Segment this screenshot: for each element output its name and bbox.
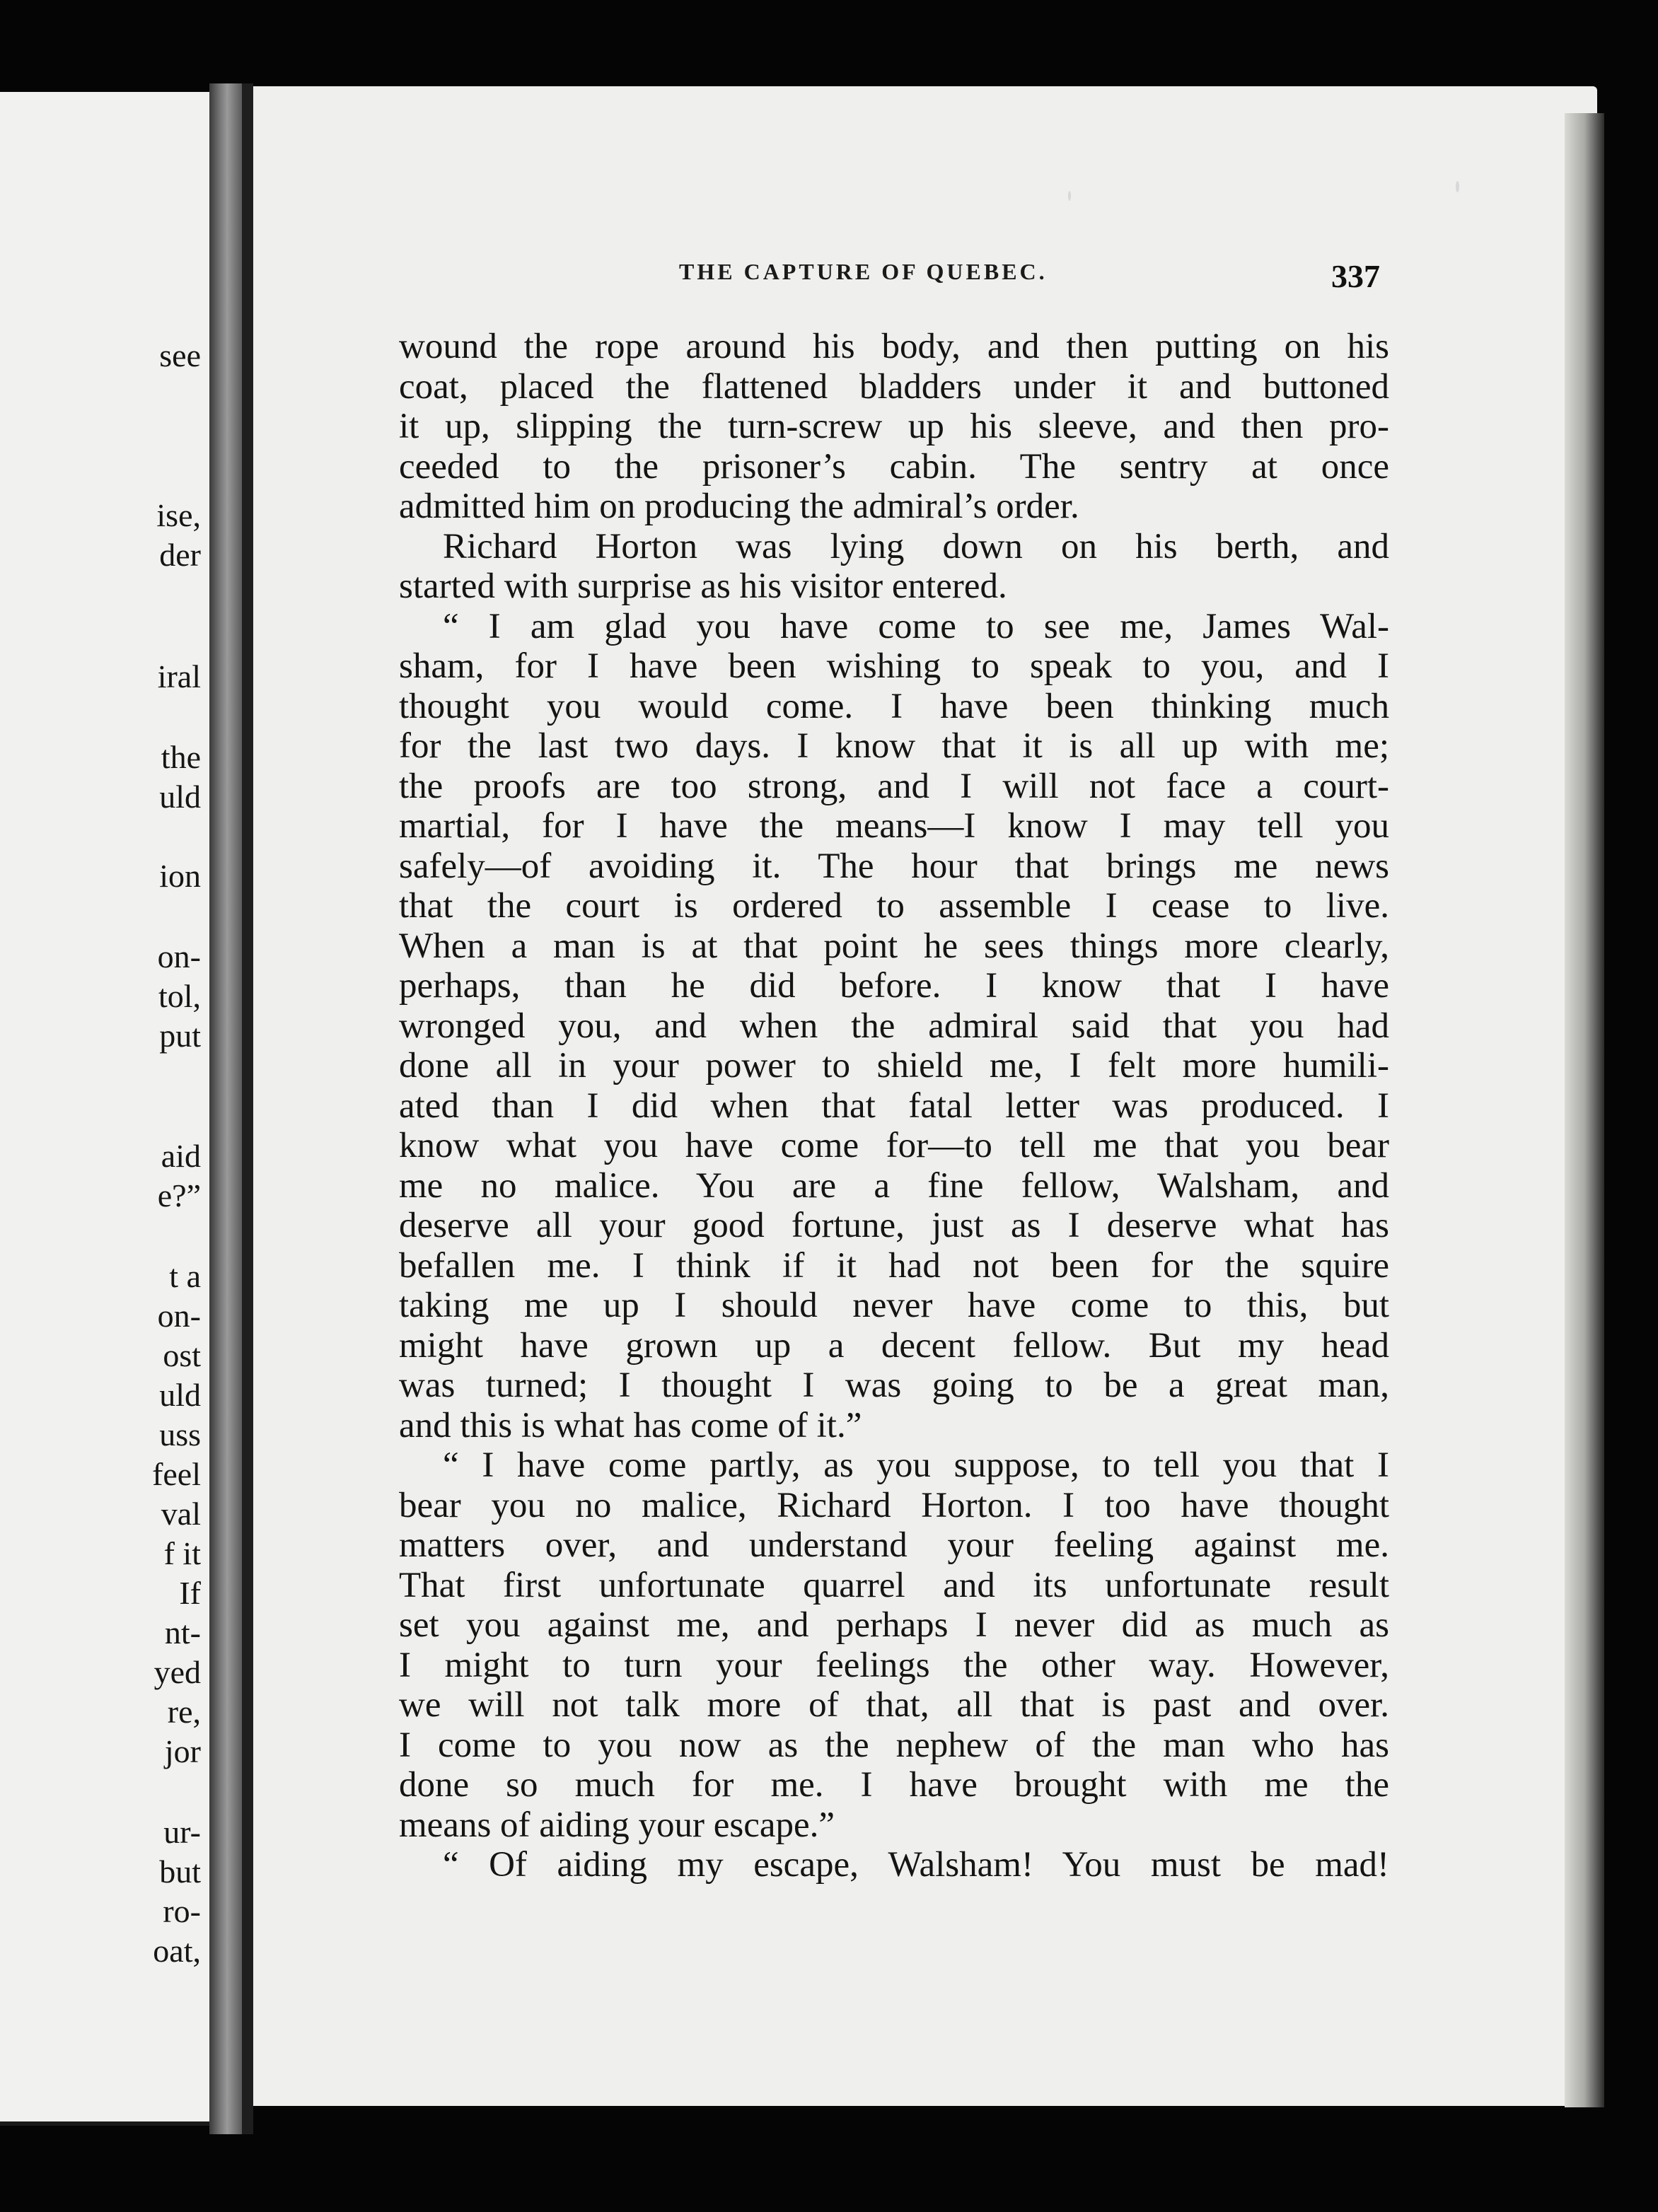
gutter-shadow xyxy=(242,83,253,2134)
text-line: matters over, and understand your feeling against me. xyxy=(399,1525,1389,1565)
left-page-fragment: uss xyxy=(159,1416,201,1453)
left-page-fragment: f it xyxy=(163,1535,201,1571)
text-line: that the court is ordered to assemble I cease to live. xyxy=(399,886,1389,926)
left-page-fragment: on- xyxy=(157,938,201,974)
left-page-fragment: iral xyxy=(157,658,201,694)
text-line: “ I am glad you have come to see me, James Wal- xyxy=(443,606,1389,646)
text-line: “ Of aiding my escape, Walsham! You must be mad! xyxy=(443,1845,1389,1885)
left-page-fragment: on- xyxy=(157,1298,201,1334)
left-page-fragment: tol, xyxy=(158,978,201,1014)
text-line: sham, for I have been wishing to speak to you, and I xyxy=(399,646,1389,686)
left-page-fragment: feel xyxy=(152,1456,201,1492)
text-line: ceeded to the prisoner’s cabin. The sentry at once xyxy=(399,446,1389,487)
text-line: taking me up I should never have come to this, but xyxy=(399,1286,1389,1325)
text-line: was turned; I thought I was going to be a great man, xyxy=(399,1366,1389,1405)
left-page-fragment: uld xyxy=(159,1377,201,1413)
text-line: me no malice. You are a fine fellow, Walsham, and xyxy=(399,1165,1389,1206)
scan-speck xyxy=(1068,191,1071,201)
left-page-fragment: der xyxy=(159,537,201,573)
text-line: I come to you now as the nephew of the man who has xyxy=(399,1725,1389,1765)
page-number: 337 xyxy=(1331,258,1380,294)
left-page-fragment: ro- xyxy=(163,1893,201,1929)
text-line: set you against me, and perhaps I never did as much as xyxy=(399,1605,1389,1645)
running-head: THE CAPTURE OF QUEBEC. xyxy=(679,259,1048,284)
left-page-fragment: nt- xyxy=(164,1614,201,1651)
left-page-fragment: val xyxy=(161,1496,201,1532)
left-page-fragment: oat, xyxy=(153,1933,201,1969)
text-line: That first unfortunate quarrel and its unfortunate result xyxy=(399,1565,1389,1605)
left-page-fragment: jor xyxy=(164,1733,201,1769)
text-line: wound the rope around his body, and then putting on his xyxy=(399,327,1389,366)
text-line: coat, placed the flattened bladders under it and buttoned xyxy=(399,366,1389,407)
text-line: the proofs are too strong, and I will not face a court- xyxy=(399,766,1389,806)
text-line: know what you have come for—to tell me that you bear xyxy=(399,1126,1389,1165)
text-line: we will not talk more of that, all that is past and over. xyxy=(399,1685,1389,1725)
left-page-fragment: put xyxy=(159,1018,201,1054)
left-page-fragment: ise, xyxy=(156,497,201,533)
text-line: admitted him on producing the admiral’s order. xyxy=(399,487,1079,526)
text-line: safely—of avoiding it. The hour that brings me news xyxy=(399,846,1389,886)
text-line: perhaps, than he did before. I know that I have xyxy=(399,966,1389,1006)
left-page-fragment: ost xyxy=(163,1337,201,1373)
left-page-fragment: e?” xyxy=(157,1177,201,1213)
text-line: done so much for me. I have brought with me the xyxy=(399,1765,1389,1805)
left-page-fragment: yed xyxy=(153,1654,201,1690)
left-page-fragment: ion xyxy=(159,858,201,894)
left-page-fragment: aid xyxy=(161,1138,201,1174)
left-facing-page xyxy=(0,92,209,2126)
left-page-fragment: t a xyxy=(169,1258,201,1294)
text-line: befallen me. I think if it had not been for the squire xyxy=(399,1245,1389,1286)
text-line: thought you would come. I have been thinking much xyxy=(399,686,1389,726)
page-edge-shadow xyxy=(1565,113,1604,2107)
text-line: and this is what has come of it.” xyxy=(399,1405,862,1445)
text-line: martial, for I have the means—I know I may tell you xyxy=(399,806,1389,846)
left-page-fragment: ur- xyxy=(163,1814,201,1850)
left-page-fragment: but xyxy=(159,1853,201,1890)
text-line: wronged you, and when the admiral said that you had xyxy=(399,1006,1389,1046)
text-line: might have grown up a decent fellow. But my head xyxy=(399,1325,1389,1366)
text-line: means of aiding your escape.” xyxy=(399,1805,835,1845)
left-page-fragment: re, xyxy=(167,1694,201,1730)
left-page-fragment: the xyxy=(161,739,201,775)
text-line: bear you no malice, Richard Horton. I too have thought xyxy=(399,1485,1389,1525)
text-line: “ I have come partly, as you suppose, to tell you that I xyxy=(443,1445,1389,1485)
text-line: deserve all your good fortune, just as I deserve what has xyxy=(399,1206,1389,1245)
text-line: I might to turn your feelings the other way. However, xyxy=(399,1645,1389,1685)
text-line: for the last two days. I know that it is all up with me; xyxy=(399,726,1389,766)
left-page-fragment: uld xyxy=(159,779,201,815)
text-line: started with surprise as his visitor entered. xyxy=(399,566,1007,606)
text-line: When a man is at that point he sees things more clearly, xyxy=(399,926,1389,966)
left-page-fragment: If xyxy=(179,1575,201,1611)
text-line: Richard Horton was lying down on his berth, and xyxy=(443,526,1389,566)
text-line: done all in your power to shield me, I felt more humili- xyxy=(399,1046,1389,1085)
left-page-fragment: see xyxy=(159,337,201,373)
text-line: it up, slipping the turn-screw up his sleeve, and then pro- xyxy=(399,407,1389,446)
scan-speck xyxy=(1456,181,1459,192)
text-line: ated than I did when that fatal letter was produced. I xyxy=(399,1085,1389,1126)
book-gutter xyxy=(209,83,242,2134)
body-text xyxy=(399,327,1389,1885)
